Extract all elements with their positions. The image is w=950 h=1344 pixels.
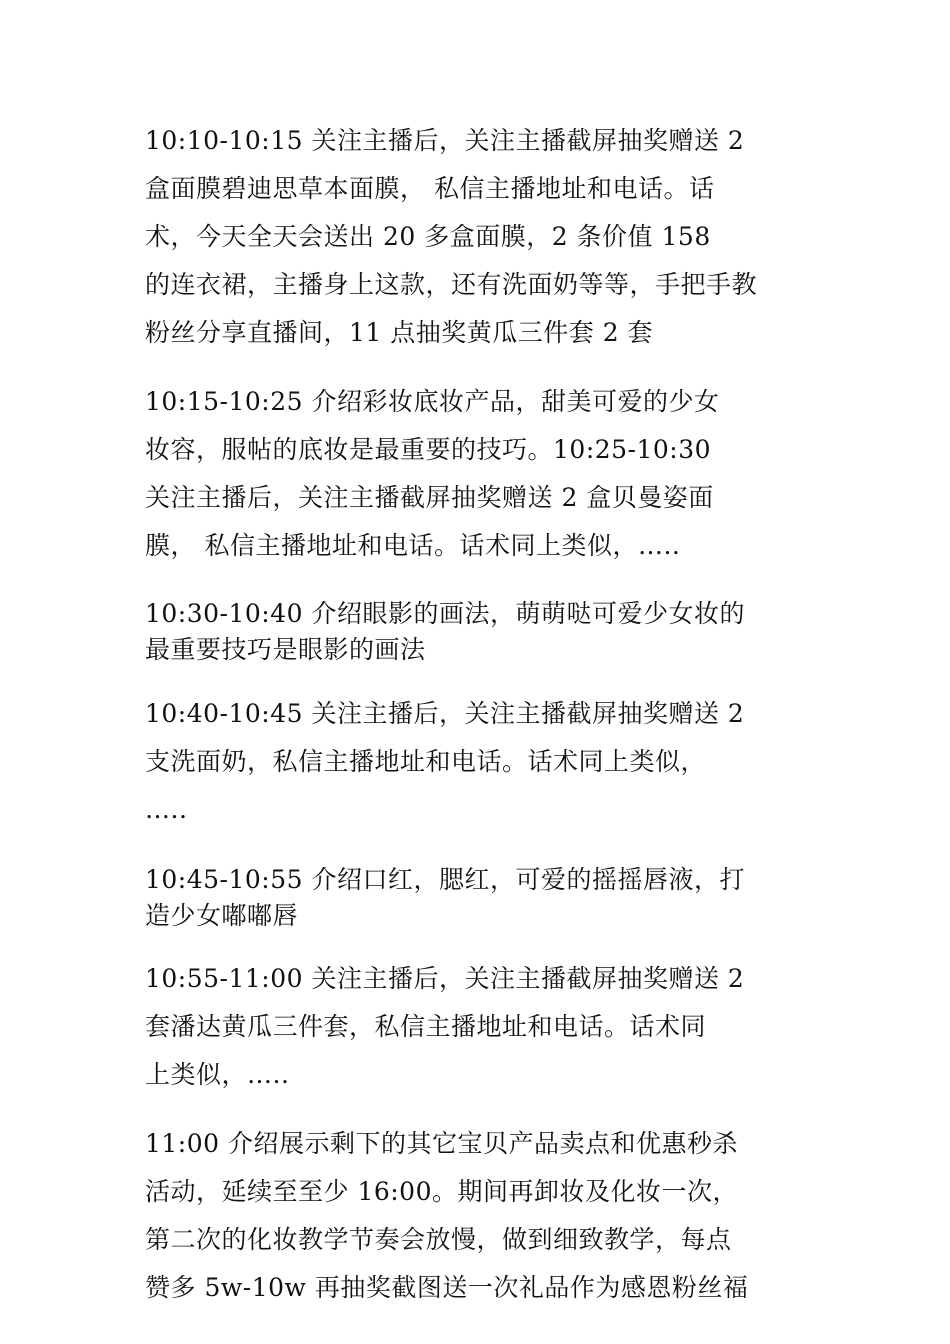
text-line: 妆容，服帖的底妆是最重要的技巧。10:25-10:30: [145, 435, 712, 464]
paragraph-1: [145, 117, 825, 357]
text-line: 支洗面奶，私信主播地址和电话。话术同上类似，: [145, 747, 707, 776]
text-line: 术，今天全天会送出 20 多盒面膜，2 条价值 158: [145, 222, 711, 251]
text-line: 粉丝分享直播间，11 点抽奖黄瓜三件套 2 套: [145, 318, 654, 347]
text-line: 10:40-10:45 关注主播后，关注主播截屏抽奖赠送 2: [145, 699, 745, 728]
text-line: 最重要技巧是眼影的画法: [145, 635, 426, 664]
text-line: 10:15-10:25 介绍彩妆底妆产品，甜美可爱的少女: [145, 387, 720, 416]
text-line: …..: [145, 795, 188, 824]
text-line: 赞多 5w-10w 再抽奖截图送一次礼品作为感恩粉丝福: [145, 1273, 749, 1302]
text-line: 11:00 介绍展示剩下的其它宝贝产品卖点和优惠秒杀: [145, 1129, 738, 1158]
paragraph-5: [145, 862, 825, 934]
paragraph-7: [145, 1120, 825, 1312]
text-line: 10:45-10:55 介绍口红，腮红，可爱的摇摇唇液，打: [145, 865, 745, 894]
text-line: 造少女嘟嘟唇: [145, 901, 299, 930]
text-line: 10:30-10:40 介绍眼影的画法，萌萌哒可爱少女妆的: [145, 599, 745, 628]
text-line: 膜， 私信主播地址和电话。话术同上类似，…..: [145, 531, 681, 560]
paragraph-2: [145, 378, 825, 570]
text-line: 第二次的化妆教学节奏会放慢，做到细致教学，每点: [145, 1225, 732, 1254]
text-line: 的连衣裙，主播身上这款，还有洗面奶等等，手把手教: [145, 270, 758, 299]
paragraph-4: [145, 690, 825, 834]
paragraph-6: [145, 955, 825, 1099]
text-line: 10:10-10:15 关注主播后，关注主播截屏抽奖赠送 2: [145, 126, 745, 155]
text-line: 上类似，…..: [145, 1060, 290, 1089]
text-line: 套潘达黄瓜三件套，私信主播地址和电话。话术同: [145, 1012, 707, 1041]
text-line: 10:55-11:00 关注主播后，关注主播截屏抽奖赠送 2: [145, 964, 745, 993]
text-line: 盒面膜碧迪思草本面膜， 私信主播地址和电话。话: [145, 174, 715, 203]
text-line: 活动，延续至至少 16:00。期间再卸妆及化妆一次，: [145, 1177, 738, 1206]
text-line: 关注主播后，关注主播截屏抽奖赠送 2 盒贝曼姿面: [145, 483, 714, 512]
paragraph-3: [145, 596, 825, 668]
